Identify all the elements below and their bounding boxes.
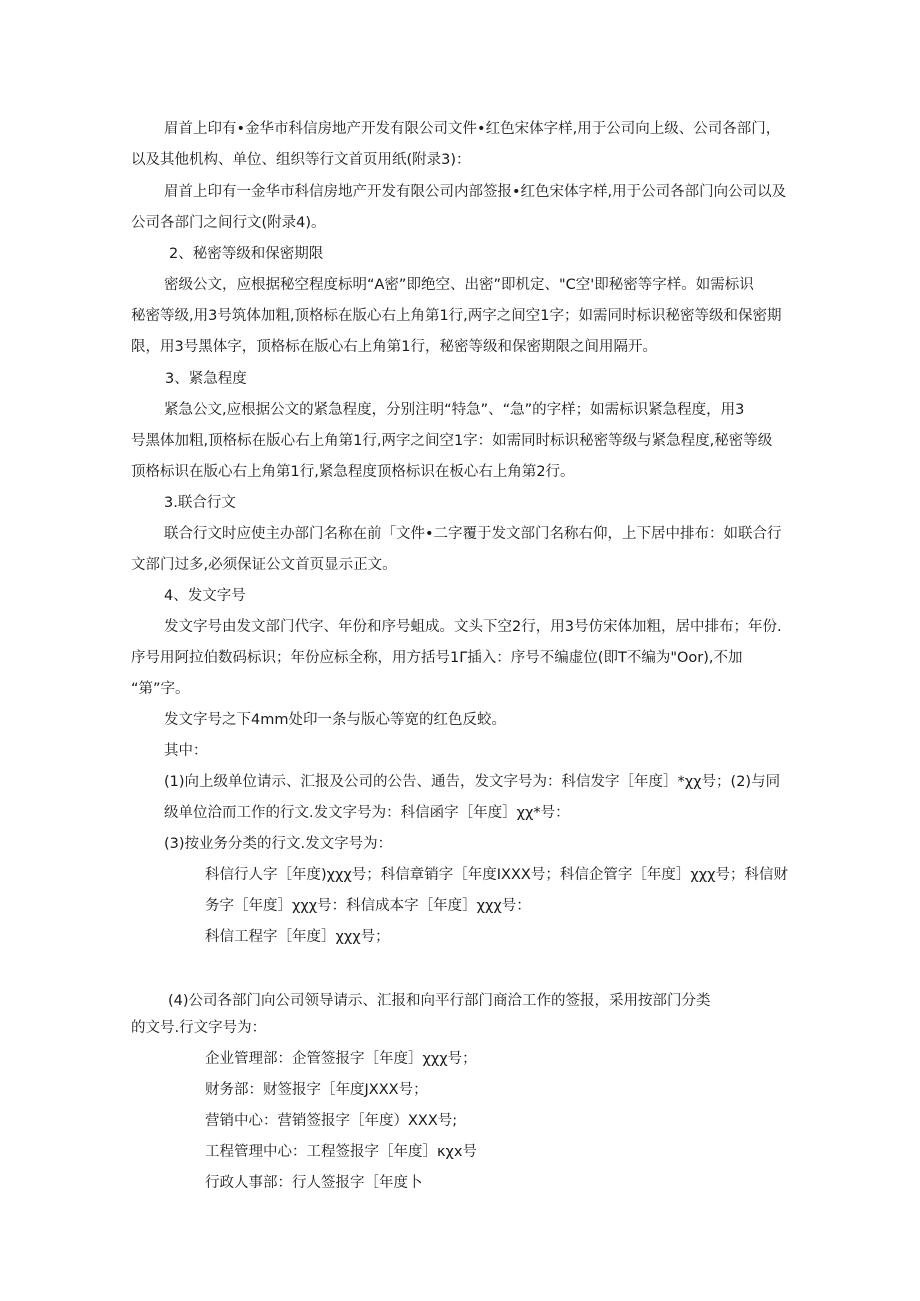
text-line: 顶格标识在版心右上角第1行,紧急程度顶格标识在板心右上角第2行。 <box>131 464 575 480</box>
text-line: 其中： <box>164 743 208 759</box>
section-heading: 3.联合行文 <box>164 495 236 511</box>
text-line: 以及其他机构、单位、组织等行文首页用纸(附录3)： <box>131 152 471 168</box>
text-line: 眉首上印有一金华市科信房地产开发有限公司内部签报•红色宋体字样,用于公司各部门向公司以及 <box>164 184 787 200</box>
text-line: 发文字号由发文部门代字、年份和序号蛆成。文头下空2行，用3号仿宋体加粗，居中排布；年份. <box>164 619 782 635</box>
text-line: 秘密等级,用3号筑体加粗,顶格标在版心右上角第1行,两字之间空1字；如需同时标识秘密等级和保密期 <box>131 308 782 324</box>
text-line: 联合行文时应使主办部门名称在前「文件•二字覆于发文部门名称右仰，上下居中排布：如联合行 <box>164 526 782 542</box>
text-line: 密级公文，应根据秘空程度标明“A密”即绝空、出密”即机定、"C空'即秘密等字样。如需标识 <box>164 277 754 293</box>
text-line: 行政人事部：行人签报字［年度卜 <box>205 1175 423 1191</box>
text-line: 发文字号之下4mm处印一条与版心等宽的红色反蛟。 <box>164 712 506 728</box>
text-line: 序号用阿拉伯数码标识；年份应标全称，用方括号1Γ插入：序号不编虚位(即T不编为"Oor),不加 <box>131 650 743 666</box>
text-line: 企业管理部：企管签报字［年度］χχχ号； <box>205 1051 477 1067</box>
text-line: 号黑体加粗,顶格标在版心右上角第1行,两字之间空1字：如需同时标识秘密等级与紧急程度,秘密等级 <box>131 433 773 449</box>
text-line: 紧急公文,应根据公文的紧急程度，分别注明“特急”、“急”的字样；如需标识紧急程度，用3 <box>164 402 745 418</box>
text-line: 科信工程字［年度］χχχ号； <box>205 929 390 945</box>
section-heading: 4、发文字号 <box>164 588 246 604</box>
text-line: 限，用3号黑体字，顶格标在版心右上角第1行，秘密等级和保密期限之间用隔开。 <box>131 339 657 355</box>
text-line: 工程管理中心：工程签报字［年度］κχx号 <box>205 1144 478 1160</box>
text-line: “第”字。 <box>131 681 190 697</box>
text-line: (3)按业务分类的行文.发文字号为： <box>164 836 393 852</box>
text-line: 营销中心：营销签报字［年度）XXX号; <box>205 1113 458 1129</box>
text-line: 眉首上印有•金华市科信房地产开发有限公司文件•红色宋体字样,用于公司向上级、公司各部门， <box>164 121 781 137</box>
text-line: 财务部：财签报字［年度JXXX号； <box>205 1082 428 1098</box>
text-line: (4)公司各部门向公司领导请示、汇报和向平行部门商洽工作的签报，采用按部门分类 <box>168 993 711 1009</box>
text-line: 科信行人字［年度)χχχ号；科信章销字［年度IXXX号；科信企管字［年度］χχχ号；科信财 <box>205 867 788 883</box>
text-line: 的文号.行文字号为： <box>131 1020 267 1036</box>
text-line: 公司各部门之间行文(附录4)。 <box>131 215 326 231</box>
text-line: (1)向上级单位请示、汇报及公司的公告、通告，发文字号为：科信发字［年度］*χχ号；(2)与同 <box>164 774 781 790</box>
text-line: 务字［年度］χχχ号：科信成本字［年度］χχχ号： <box>205 898 531 914</box>
section-heading: 2、秘密等级和保密期限 <box>169 246 324 262</box>
text-line: 文部门过多,必须保证公文首页显示正文。 <box>131 557 397 573</box>
text-line: 级单位洽而工作的行文.发文字号为：科信函字［年度］χχ*号： <box>164 805 570 821</box>
section-heading: 3、紧急程度 <box>165 371 247 387</box>
